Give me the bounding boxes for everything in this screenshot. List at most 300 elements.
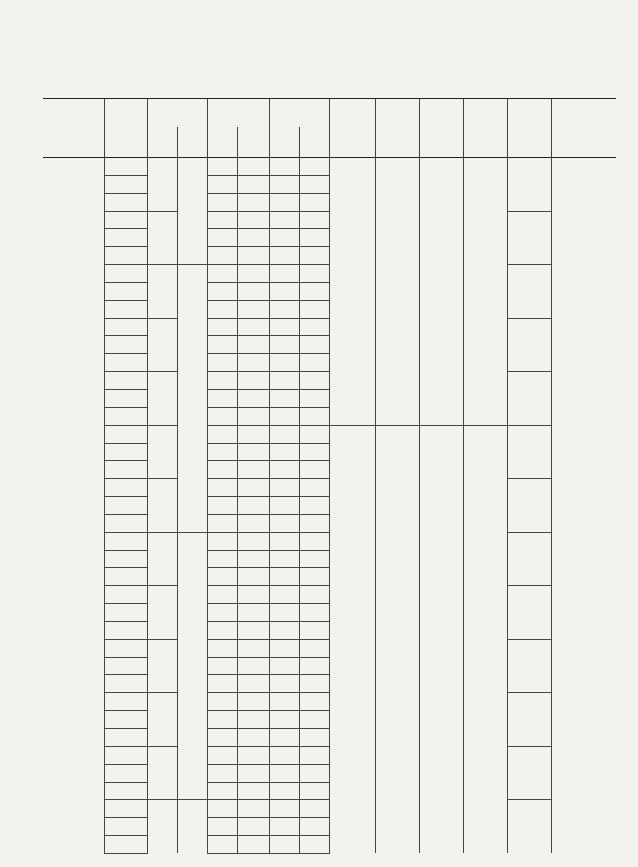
H-min-cell bbox=[207, 693, 237, 711]
H-min-cell bbox=[207, 354, 237, 372]
H-max-cell bbox=[237, 800, 269, 818]
mass-cell bbox=[551, 354, 616, 372]
h1-header bbox=[375, 99, 419, 158]
applicability-header bbox=[104, 99, 147, 158]
mass-cell bbox=[551, 532, 616, 550]
L-cell bbox=[147, 586, 177, 640]
H1-max-cell bbox=[299, 497, 329, 515]
designation-cell bbox=[43, 693, 104, 711]
H-max-cell bbox=[237, 550, 269, 568]
H-max-cell bbox=[237, 247, 269, 265]
designation-cell bbox=[43, 247, 104, 265]
H-max-cell bbox=[237, 782, 269, 800]
mass-cell bbox=[551, 604, 616, 622]
H-max-header bbox=[237, 127, 269, 158]
H1-max-cell bbox=[299, 836, 329, 854]
H-min-cell bbox=[207, 657, 237, 675]
L-cell bbox=[147, 265, 177, 319]
H-max-cell bbox=[237, 693, 269, 711]
H-header bbox=[207, 99, 269, 128]
mass-cell bbox=[551, 568, 616, 586]
H-max-cell bbox=[237, 354, 269, 372]
H1-min-cell bbox=[269, 336, 299, 354]
H-min-cell bbox=[207, 175, 237, 193]
L-cell bbox=[147, 372, 177, 426]
H1-min-cell bbox=[269, 621, 299, 639]
applicability-cell bbox=[104, 711, 147, 729]
H-min-cell bbox=[207, 604, 237, 622]
H-min-cell bbox=[207, 764, 237, 782]
mass-cell bbox=[551, 514, 616, 532]
mass-cell bbox=[551, 389, 616, 407]
H-max-cell bbox=[237, 729, 269, 747]
H1-min-cell bbox=[269, 693, 299, 711]
H1-max-cell bbox=[299, 443, 329, 461]
H1-max-cell bbox=[299, 514, 329, 532]
mass-cell bbox=[551, 711, 616, 729]
H1-min-cell bbox=[269, 229, 299, 247]
h1-cell bbox=[375, 425, 419, 853]
H1-max-cell bbox=[299, 354, 329, 372]
applicability-cell bbox=[104, 282, 147, 300]
designation-cell bbox=[43, 532, 104, 550]
B-cell bbox=[177, 532, 207, 800]
H-max-cell bbox=[237, 158, 269, 176]
H-min-cell bbox=[207, 782, 237, 800]
applicability-cell bbox=[104, 568, 147, 586]
H1-max-cell bbox=[299, 193, 329, 211]
H-max-cell bbox=[237, 621, 269, 639]
H-min-cell bbox=[207, 372, 237, 390]
H1-max-cell bbox=[299, 247, 329, 265]
H1-min-cell bbox=[269, 586, 299, 604]
designation-cell bbox=[43, 514, 104, 532]
H-min-cell bbox=[207, 818, 237, 836]
mass-cell bbox=[551, 639, 616, 657]
mass-cell bbox=[551, 372, 616, 390]
H1-min-cell bbox=[269, 158, 299, 176]
H1-max-cell bbox=[299, 764, 329, 782]
H-max-cell bbox=[237, 443, 269, 461]
H1-min-cell bbox=[269, 193, 299, 211]
mass-cell bbox=[551, 497, 616, 515]
H1-min-header bbox=[269, 127, 299, 158]
H1-max-cell bbox=[299, 729, 329, 747]
applicability-cell bbox=[104, 407, 147, 425]
H-min-cell bbox=[207, 425, 237, 443]
applicability-cell bbox=[104, 318, 147, 336]
H1-min-cell bbox=[269, 407, 299, 425]
A-cell bbox=[507, 746, 551, 800]
L-cell bbox=[147, 479, 177, 533]
H-min-cell bbox=[207, 461, 237, 479]
applicability-cell bbox=[104, 247, 147, 265]
B-cell bbox=[177, 265, 207, 533]
designation-cell bbox=[43, 443, 104, 461]
designation-cell bbox=[43, 639, 104, 657]
mass-cell bbox=[551, 158, 616, 176]
designation-cell bbox=[43, 282, 104, 300]
H1-min-cell bbox=[269, 479, 299, 497]
mass-cell bbox=[551, 229, 616, 247]
H1-max-cell bbox=[299, 711, 329, 729]
H-max-cell bbox=[237, 211, 269, 229]
applicability-cell bbox=[104, 639, 147, 657]
designation-cell bbox=[43, 425, 104, 443]
H1-min-cell bbox=[269, 836, 299, 854]
applicability-cell bbox=[104, 550, 147, 568]
H-max-cell bbox=[237, 497, 269, 515]
H1-max-cell bbox=[299, 407, 329, 425]
A-cell bbox=[507, 532, 551, 586]
table-body bbox=[43, 158, 616, 854]
H-max-cell bbox=[237, 639, 269, 657]
H-max-cell bbox=[237, 514, 269, 532]
H1-max-cell bbox=[299, 746, 329, 764]
dimensions-table bbox=[43, 98, 616, 854]
H-min-cell bbox=[207, 639, 237, 657]
mass-cell bbox=[551, 193, 616, 211]
applicability-cell bbox=[104, 300, 147, 318]
L-cell bbox=[147, 532, 177, 586]
H1-max-cell bbox=[299, 461, 329, 479]
H-min-cell bbox=[207, 193, 237, 211]
L-cell bbox=[147, 318, 177, 372]
applicability-cell bbox=[104, 193, 147, 211]
H-min-cell bbox=[207, 746, 237, 764]
mass-cell bbox=[551, 265, 616, 283]
designation-cell bbox=[43, 265, 104, 283]
L-cell bbox=[147, 800, 177, 854]
H1-max-header bbox=[299, 127, 329, 158]
H-min-cell bbox=[207, 211, 237, 229]
L-cell bbox=[147, 158, 177, 212]
H-max-cell bbox=[237, 586, 269, 604]
applicability-cell bbox=[104, 746, 147, 764]
H1-max-cell bbox=[299, 586, 329, 604]
H-min-cell bbox=[207, 389, 237, 407]
mass-cell bbox=[551, 336, 616, 354]
H-min-cell bbox=[207, 568, 237, 586]
H-min-cell bbox=[207, 229, 237, 247]
L-cell bbox=[147, 425, 177, 479]
designation-cell bbox=[43, 407, 104, 425]
applicability-cell bbox=[104, 175, 147, 193]
H-min-cell bbox=[207, 479, 237, 497]
h1-cell bbox=[375, 158, 419, 426]
designation-cell bbox=[43, 746, 104, 764]
H-max-cell bbox=[237, 300, 269, 318]
mass-cell bbox=[551, 782, 616, 800]
H-min-cell bbox=[207, 158, 237, 176]
h-cell bbox=[329, 425, 375, 853]
H-max-cell bbox=[237, 265, 269, 283]
designation-cell bbox=[43, 479, 104, 497]
applicability-cell bbox=[104, 336, 147, 354]
designation-cell bbox=[43, 461, 104, 479]
d1-cell bbox=[463, 158, 507, 426]
H-max-cell bbox=[237, 318, 269, 336]
mass-cell bbox=[551, 693, 616, 711]
mass-cell bbox=[551, 550, 616, 568]
H-max-cell bbox=[237, 764, 269, 782]
L-cell bbox=[147, 746, 177, 800]
mass-cell bbox=[551, 818, 616, 836]
H1-max-cell bbox=[299, 550, 329, 568]
designation-cell bbox=[43, 550, 104, 568]
designation-cell bbox=[43, 621, 104, 639]
H-min-cell bbox=[207, 407, 237, 425]
H1-max-cell bbox=[299, 693, 329, 711]
H-min-cell bbox=[207, 265, 237, 283]
H1-min-cell bbox=[269, 497, 299, 515]
H1-max-cell bbox=[299, 818, 329, 836]
H-min-cell bbox=[207, 800, 237, 818]
H1-min-cell bbox=[269, 746, 299, 764]
H-max-cell bbox=[237, 746, 269, 764]
applicability-cell bbox=[104, 479, 147, 497]
mass-cell bbox=[551, 764, 616, 782]
H1-max-cell bbox=[299, 158, 329, 176]
H1-min-cell bbox=[269, 389, 299, 407]
H1-max-cell bbox=[299, 621, 329, 639]
d1-cell bbox=[463, 425, 507, 853]
L-cell bbox=[147, 639, 177, 693]
applicability-cell bbox=[104, 461, 147, 479]
applicability-cell bbox=[104, 800, 147, 818]
H1-min-cell bbox=[269, 532, 299, 550]
mass-header bbox=[551, 99, 616, 158]
H1-min-cell bbox=[269, 550, 299, 568]
H-max-cell bbox=[237, 193, 269, 211]
designation-cell bbox=[43, 497, 104, 515]
H-min-header bbox=[207, 127, 237, 158]
applicability-cell bbox=[104, 729, 147, 747]
H-max-cell bbox=[237, 175, 269, 193]
H-max-cell bbox=[237, 461, 269, 479]
applicability-cell bbox=[104, 675, 147, 693]
page-header bbox=[43, 46, 55, 62]
H-min-cell bbox=[207, 532, 237, 550]
H-max-cell bbox=[237, 675, 269, 693]
applicability-cell bbox=[104, 158, 147, 176]
H1-min-cell bbox=[269, 282, 299, 300]
designation-cell bbox=[43, 764, 104, 782]
H1-max-cell bbox=[299, 425, 329, 443]
applicability-cell bbox=[104, 211, 147, 229]
table-row bbox=[43, 158, 616, 176]
applicability-cell bbox=[104, 532, 147, 550]
designation-cell bbox=[43, 657, 104, 675]
H1-max-cell bbox=[299, 229, 329, 247]
H-max-cell bbox=[237, 425, 269, 443]
designation-cell bbox=[43, 568, 104, 586]
H1-min-cell bbox=[269, 818, 299, 836]
designation-cell bbox=[43, 175, 104, 193]
H1-min-cell bbox=[269, 729, 299, 747]
H1-max-cell bbox=[299, 318, 329, 336]
H1-min-cell bbox=[269, 568, 299, 586]
H1-max-cell bbox=[299, 282, 329, 300]
H1-max-cell bbox=[299, 336, 329, 354]
A-header bbox=[507, 99, 551, 158]
applicability-cell bbox=[104, 389, 147, 407]
applicability-cell bbox=[104, 818, 147, 836]
H-min-cell bbox=[207, 336, 237, 354]
mass-cell bbox=[551, 836, 616, 854]
H-min-cell bbox=[207, 247, 237, 265]
A-cell bbox=[507, 639, 551, 693]
H1-max-cell bbox=[299, 800, 329, 818]
H1-max-cell bbox=[299, 782, 329, 800]
H-min-cell bbox=[207, 300, 237, 318]
H-max-cell bbox=[237, 532, 269, 550]
designation-cell bbox=[43, 300, 104, 318]
H1-max-cell bbox=[299, 372, 329, 390]
B-cell bbox=[177, 800, 207, 854]
mass-cell bbox=[551, 211, 616, 229]
designation-cell bbox=[43, 729, 104, 747]
H-min-cell bbox=[207, 621, 237, 639]
mass-cell bbox=[551, 461, 616, 479]
applicability-cell bbox=[104, 265, 147, 283]
H-min-cell bbox=[207, 586, 237, 604]
applicability-cell bbox=[104, 425, 147, 443]
mass-cell bbox=[551, 479, 616, 497]
designation-cell bbox=[43, 389, 104, 407]
H1-min-cell bbox=[269, 211, 299, 229]
H-min-cell bbox=[207, 711, 237, 729]
B-header bbox=[177, 127, 207, 158]
applicability-cell bbox=[104, 354, 147, 372]
h-header bbox=[329, 99, 375, 158]
d-header bbox=[419, 99, 463, 158]
H-max-cell bbox=[237, 372, 269, 390]
H-max-cell bbox=[237, 836, 269, 854]
mass-cell bbox=[551, 247, 616, 265]
H-min-cell bbox=[207, 497, 237, 515]
H-max-cell bbox=[237, 336, 269, 354]
designation-cell bbox=[43, 229, 104, 247]
applicability-cell bbox=[104, 621, 147, 639]
mass-cell bbox=[551, 746, 616, 764]
mass-cell bbox=[551, 586, 616, 604]
designation-cell bbox=[43, 372, 104, 390]
mass-cell bbox=[551, 657, 616, 675]
applicability-cell bbox=[104, 514, 147, 532]
designation-cell bbox=[43, 836, 104, 854]
applicability-cell bbox=[104, 836, 147, 854]
applicability-cell bbox=[104, 497, 147, 515]
H1-max-cell bbox=[299, 265, 329, 283]
H1-min-cell bbox=[269, 675, 299, 693]
A-cell bbox=[507, 693, 551, 747]
A-cell bbox=[507, 425, 551, 479]
h-cell bbox=[329, 158, 375, 426]
A-cell bbox=[507, 158, 551, 212]
H-min-cell bbox=[207, 550, 237, 568]
designation-cell bbox=[43, 158, 104, 176]
H1-min-cell bbox=[269, 657, 299, 675]
H1-max-cell bbox=[299, 639, 329, 657]
H-max-cell bbox=[237, 818, 269, 836]
H1-min-cell bbox=[269, 639, 299, 657]
mass-cell bbox=[551, 675, 616, 693]
H-min-cell bbox=[207, 443, 237, 461]
H-max-cell bbox=[237, 657, 269, 675]
H1-max-cell bbox=[299, 300, 329, 318]
H-max-cell bbox=[237, 604, 269, 622]
H1-max-cell bbox=[299, 675, 329, 693]
H1-min-cell bbox=[269, 443, 299, 461]
designation-cell bbox=[43, 604, 104, 622]
H1-min-cell bbox=[269, 711, 299, 729]
H1-min-cell bbox=[269, 514, 299, 532]
H-min-cell bbox=[207, 318, 237, 336]
H-min-cell bbox=[207, 729, 237, 747]
L-cell bbox=[147, 693, 177, 747]
mass-cell bbox=[551, 621, 616, 639]
d1-header bbox=[463, 99, 507, 158]
designation-cell bbox=[43, 336, 104, 354]
applicability-cell bbox=[104, 229, 147, 247]
applicability-cell bbox=[104, 657, 147, 675]
L-header bbox=[147, 127, 177, 158]
A-cell bbox=[507, 586, 551, 640]
designation-cell bbox=[43, 800, 104, 818]
H-max-cell bbox=[237, 711, 269, 729]
mass-cell bbox=[551, 800, 616, 818]
table-row bbox=[43, 425, 616, 443]
designation-cell bbox=[43, 675, 104, 693]
applicability-cell bbox=[104, 586, 147, 604]
H-max-cell bbox=[237, 407, 269, 425]
H1-min-cell bbox=[269, 175, 299, 193]
H1-min-cell bbox=[269, 800, 299, 818]
designation-cell bbox=[43, 782, 104, 800]
designation-cell bbox=[43, 193, 104, 211]
applicability-cell bbox=[104, 764, 147, 782]
H-max-cell bbox=[237, 389, 269, 407]
mass-cell bbox=[551, 425, 616, 443]
H-min-cell bbox=[207, 282, 237, 300]
applicability-cell bbox=[104, 782, 147, 800]
H-max-cell bbox=[237, 568, 269, 586]
H-max-cell bbox=[237, 282, 269, 300]
d-cell bbox=[419, 158, 463, 426]
mass-cell bbox=[551, 175, 616, 193]
H1-max-cell bbox=[299, 568, 329, 586]
A-cell bbox=[507, 372, 551, 426]
designation-cell bbox=[43, 818, 104, 836]
A-cell bbox=[507, 265, 551, 319]
mass-cell bbox=[551, 282, 616, 300]
H1-min-cell bbox=[269, 318, 299, 336]
designation-header bbox=[43, 99, 104, 158]
designation-cell bbox=[43, 586, 104, 604]
applicability-cell bbox=[104, 693, 147, 711]
A-cell bbox=[507, 479, 551, 533]
H1-max-cell bbox=[299, 175, 329, 193]
H-max-cell bbox=[237, 479, 269, 497]
H1-max-cell bbox=[299, 211, 329, 229]
applicability-cell bbox=[104, 372, 147, 390]
mass-cell bbox=[551, 318, 616, 336]
H1-max-cell bbox=[299, 479, 329, 497]
work-area-header bbox=[147, 99, 207, 128]
H-max-cell bbox=[237, 229, 269, 247]
mass-cell bbox=[551, 729, 616, 747]
